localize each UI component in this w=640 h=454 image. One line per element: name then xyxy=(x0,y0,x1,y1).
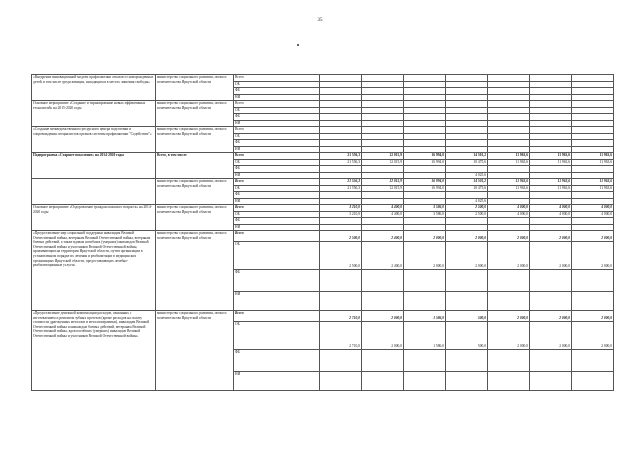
value-cell xyxy=(488,270,530,292)
value-cell xyxy=(572,372,614,391)
value-cell xyxy=(572,270,614,292)
value-cell: 21 556,3 xyxy=(320,153,362,160)
table-row xyxy=(32,311,614,322)
funding-source: Всего xyxy=(234,127,320,134)
value-cell: 11 963,6 xyxy=(572,159,614,166)
value-cell: 2 400,0 xyxy=(362,242,404,270)
executor-name: Всего, в том числе xyxy=(156,153,234,179)
funding-source: НИ xyxy=(234,198,320,205)
value-cell xyxy=(404,350,446,372)
value-cell: 16 994,0 xyxy=(404,185,446,192)
value-cell: 4 400,0 xyxy=(362,205,404,212)
funding-source: НИ xyxy=(234,372,320,391)
value-cell xyxy=(362,350,404,372)
funding-source: ФБ xyxy=(234,270,320,292)
funding-source: ОБ xyxy=(234,133,320,140)
value-cell xyxy=(320,372,362,391)
value-cell: 11 963,6 xyxy=(530,185,572,192)
value-cell: 4 000,0 xyxy=(572,205,614,212)
measure-name: «Предоставление денежной компенсации расходов, связанных с изготовлением и ремонтом зубных протезов (кроме расходов на оплату стоимости драгоценных металлов и металлокерамики), инвалидам Великой Отечественной войны и инвалидам боевых действий, ветеранам Великой Отечественной войны, вдов погибших (умерших) инвалидов Великой Отечественной войны и участников Великой Отечественной войны» xyxy=(32,311,156,391)
value-cell xyxy=(488,292,530,311)
value-cell: 2 000,0 xyxy=(530,322,572,350)
funding-source: НИ xyxy=(234,94,320,101)
value-cell: 11 963,6 xyxy=(488,179,530,186)
value-cell xyxy=(572,292,614,311)
value-cell: 11 963,6 xyxy=(572,153,614,160)
value-cell: 2 500,0 xyxy=(446,211,488,218)
value-cell: 14 501,2 xyxy=(446,179,488,186)
value-cell: 3 210,0 xyxy=(320,205,362,212)
funding-source: НИ xyxy=(234,146,320,153)
page-number: 35 xyxy=(317,18,323,23)
value-cell: 21 556,3 xyxy=(320,179,362,186)
funding-source: ОБ xyxy=(234,185,320,192)
value-cell: 2 000,0 xyxy=(404,231,446,242)
funding-source: Всего xyxy=(234,205,320,212)
scan-speck xyxy=(297,44,299,46)
value-cell xyxy=(572,350,614,372)
value-cell xyxy=(362,270,404,292)
value-cell: 3 586,0 xyxy=(404,211,446,218)
funding-source: НИ xyxy=(234,120,320,127)
value-cell: 2 000,0 xyxy=(488,311,530,322)
value-cell xyxy=(404,270,446,292)
value-cell: 14 501,2 xyxy=(446,153,488,160)
value-cell: 2 000,0 xyxy=(572,231,614,242)
value-cell xyxy=(320,350,362,372)
value-cell: 2 000,0 xyxy=(488,322,530,350)
funding-source: ФБ xyxy=(234,350,320,372)
executor-name: министерство социального развития, опеки и попечительства Иркутской области xyxy=(156,311,234,391)
funding-source: Всего xyxy=(234,101,320,108)
funding-source: ФБ xyxy=(234,192,320,199)
value-cell: 4 025,6 xyxy=(446,172,488,179)
measure-name: Основное мероприятие «Оздоровление граждан пожилого возраста» на 2014-2020 годы xyxy=(32,205,156,231)
executor-name: министерство социального развития, опеки и попечительства Иркутской области xyxy=(156,231,234,311)
value-cell: 11 963,6 xyxy=(572,185,614,192)
value-cell: 11 963,6 xyxy=(488,185,530,192)
value-cell xyxy=(446,350,488,372)
measure-name: Основное мероприятие «Создание и тиражирование новых эффективных технологий» на 2015-2020 годы xyxy=(32,101,156,127)
value-cell xyxy=(488,350,530,372)
value-cell xyxy=(362,292,404,311)
value-cell: 2 000,0 xyxy=(572,311,614,322)
value-cell: 21 556,3 xyxy=(320,159,362,166)
funding-source: ОБ xyxy=(234,242,320,270)
value-cell: 21 556,3 xyxy=(320,185,362,192)
value-cell xyxy=(446,292,488,311)
value-cell: 3 586,0 xyxy=(404,205,446,212)
value-cell xyxy=(488,372,530,391)
value-cell: 2 000,0 xyxy=(362,311,404,322)
value-cell: 2 710,0 xyxy=(320,311,362,322)
value-cell xyxy=(446,270,488,292)
value-cell xyxy=(530,270,572,292)
executor-name: министерство социального развития, опеки и попечительства Иркутской области xyxy=(156,75,234,101)
funding-source: Всего xyxy=(234,311,320,322)
value-cell: 10 475,6 xyxy=(446,185,488,192)
value-cell: 12 015,9 xyxy=(362,153,404,160)
table-row xyxy=(32,231,614,242)
funding-source: ФБ xyxy=(234,218,320,225)
value-cell: 11 963,6 xyxy=(530,153,572,160)
funding-source: НИ xyxy=(234,172,320,179)
value-cell: 4 000,0 xyxy=(488,211,530,218)
value-cell: 16 994,0 xyxy=(404,179,446,186)
value-cell: 2 000,0 xyxy=(362,322,404,350)
value-cell: 11 963,6 xyxy=(530,159,572,166)
value-cell: 10 475,6 xyxy=(446,159,488,166)
executor-name: министерство социального развития, опеки и попечительства Иркутской области xyxy=(156,205,234,231)
value-cell: 4 000,0 xyxy=(572,211,614,218)
value-cell: 11 963,6 xyxy=(530,179,572,186)
value-cell: 16 994,0 xyxy=(404,153,446,160)
measure-name: Подпрограмма «Старшее поколение» на 2014-2020 годы xyxy=(32,153,156,179)
value-cell: 12 015,9 xyxy=(362,179,404,186)
funding-source: Всего xyxy=(234,179,320,186)
value-cell: 2 000,0 xyxy=(404,242,446,270)
budget-table xyxy=(31,74,614,391)
value-cell: 2 710,0 xyxy=(320,322,362,350)
value-cell: 12 015,9 xyxy=(362,159,404,166)
value-cell xyxy=(362,372,404,391)
value-cell: 4 025,6 xyxy=(446,198,488,205)
value-cell: 2 000,0 xyxy=(530,231,572,242)
value-cell: 2 000,0 xyxy=(530,311,572,322)
value-cell xyxy=(530,292,572,311)
value-cell: 2 000,0 xyxy=(446,231,488,242)
value-cell: 16 994,0 xyxy=(404,159,446,166)
funding-source: ОБ xyxy=(234,81,320,88)
value-cell: 2 000,0 xyxy=(446,242,488,270)
funding-source: ОБ xyxy=(234,211,320,218)
value-cell: 1 586,0 xyxy=(404,322,446,350)
value-cell: 2 500,0 xyxy=(446,205,488,212)
value-cell: 500,0 xyxy=(446,322,488,350)
value-cell: 2 000,0 xyxy=(572,242,614,270)
value-cell: 4 000,0 xyxy=(488,205,530,212)
value-cell xyxy=(404,292,446,311)
funding-source: ФБ xyxy=(234,114,320,121)
value-cell: 2 000,0 xyxy=(488,242,530,270)
funding-source: ФБ xyxy=(234,140,320,147)
funding-source: Всего xyxy=(234,153,320,160)
executor-name: министерство социального развития, опеки и попечительства Иркутской области xyxy=(156,179,234,205)
value-cell: 11 963,6 xyxy=(572,179,614,186)
funding-source: ОБ xyxy=(234,159,320,166)
value-cell xyxy=(530,350,572,372)
funding-source: Всего xyxy=(234,75,320,82)
value-cell: 2 400,0 xyxy=(362,231,404,242)
measure-name xyxy=(32,179,156,205)
funding-source: ОБ xyxy=(234,107,320,114)
value-cell xyxy=(320,292,362,311)
funding-source: НИ xyxy=(234,292,320,311)
executor-name: министерство социального развития, опеки и попечительства Иркутской области xyxy=(156,127,234,153)
value-cell: 3 210,0 xyxy=(320,211,362,218)
value-cell: 2 500,0 xyxy=(320,242,362,270)
executor-name: министерство социального развития, опеки и попечительства Иркутской области xyxy=(156,101,234,127)
value-cell: 1 586,0 xyxy=(404,311,446,322)
value-cell: 2 500,0 xyxy=(320,231,362,242)
value-cell xyxy=(404,372,446,391)
funding-source: НИ xyxy=(234,224,320,231)
value-cell: 500,0 xyxy=(446,311,488,322)
value-cell: 2 000,0 xyxy=(530,242,572,270)
value-cell: 11 963,6 xyxy=(488,153,530,160)
value-cell: 2 000,0 xyxy=(488,231,530,242)
funding-source: ФБ xyxy=(234,88,320,95)
value-cell: 2 000,0 xyxy=(572,322,614,350)
measure-name: «Предоставление мер социальной поддержки инвалидам Великой Отечественной войны, ветеранам Великой Отечественной войны, ветеранам боевых действий, а также вдовам погибших (умерших) инвалидов Великой Отечественной войны и участников Великой Отечественной войны, проживающим на территории Иркутской области, путем организации в установленном порядке их лечения и реабилитации в медицинских организациях Иркутской области, предоставляющих лечебно-реабилитационные услуги» xyxy=(32,231,156,311)
funding-source: Всего xyxy=(234,231,320,242)
value-cell: 4 400,0 xyxy=(362,211,404,218)
value-cell xyxy=(446,372,488,391)
value-cell: 4 000,0 xyxy=(530,205,572,212)
value-cell: 4 000,0 xyxy=(530,211,572,218)
value-cell xyxy=(530,372,572,391)
value-cell xyxy=(320,270,362,292)
funding-source: ОБ xyxy=(234,322,320,350)
measure-name: «Создание межведомственного ресурсного центра подготовки и сопровождения специалистов органов системы профилактики "Содействие"» xyxy=(32,127,156,153)
funding-source: ФБ xyxy=(234,166,320,173)
value-cell: 12 015,9 xyxy=(362,185,404,192)
measure-name: «Внедрение инновационной модели профилактики отказов от новорожденных детей, в том числе среди женщин, находящихся в местах лишения свободы» xyxy=(32,75,156,101)
value-cell: 11 963,6 xyxy=(488,159,530,166)
